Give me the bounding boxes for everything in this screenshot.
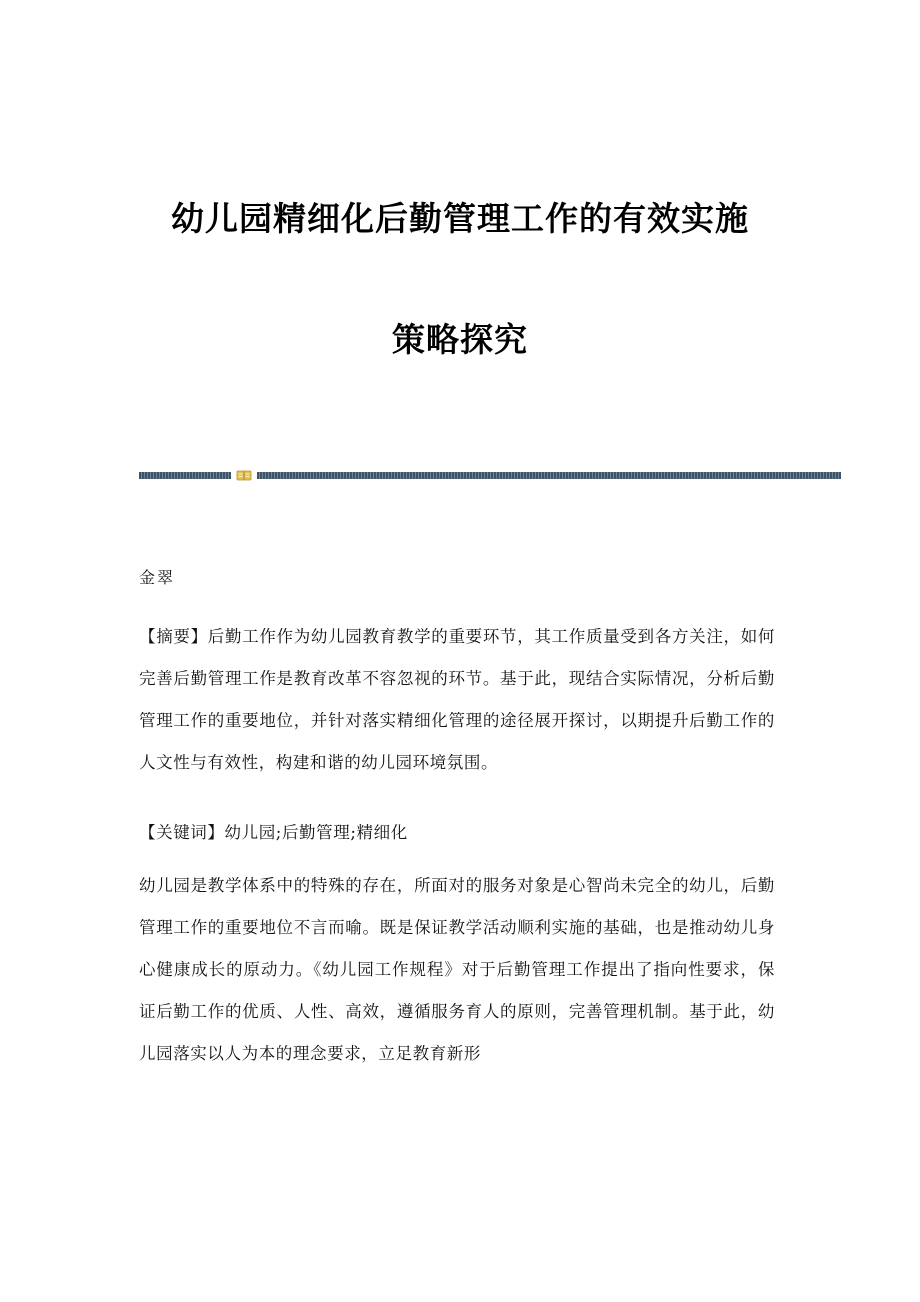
title-line-1: 幼儿园精细化后勤管理工作的有效实施 xyxy=(171,199,749,238)
section-divider xyxy=(139,469,841,481)
keywords-paragraph: 【关键词】幼儿园;后勤管理;精细化 xyxy=(139,823,408,842)
abstract-paragraph: 【摘要】后勤工作作为幼儿园教育教学的重要环节，其工作质量受到各方关注，如何完善后勤管理工作是教育改革不容忽视的环节。基于此，现结合实际情况，分析后勤管理工作的重要地位，并针对落实精细化管理的途径展开探讨，以期提升后勤工作的人文性与有效性，构建和谐的幼儿园环境氛围。 xyxy=(139,627,775,772)
body-paragraph: 幼儿园是教学体系中的特殊的存在，所面对的服务对象是心智尚未完全的幼儿，后勤管理工作的重要地位不言而喻。既是保证教学活动顺利实施的基础，也是推动幼儿身心健康成长的原动力。《幼儿园工作规程》对于后勤管理工作提出了指向性要求，保证后勤工作的优质、人性、高效，遵循服务育人的原则，完善管理机制。基于此，幼儿园落实以人为本的理念要求，立足教育新形 xyxy=(139,876,775,1063)
divider-bar-left xyxy=(139,472,231,479)
divider-bar-right xyxy=(257,472,841,479)
title-line-2: 策略探究 xyxy=(392,320,528,359)
book-emblem-icon xyxy=(236,469,252,481)
author-name: 金翠 xyxy=(139,568,176,587)
